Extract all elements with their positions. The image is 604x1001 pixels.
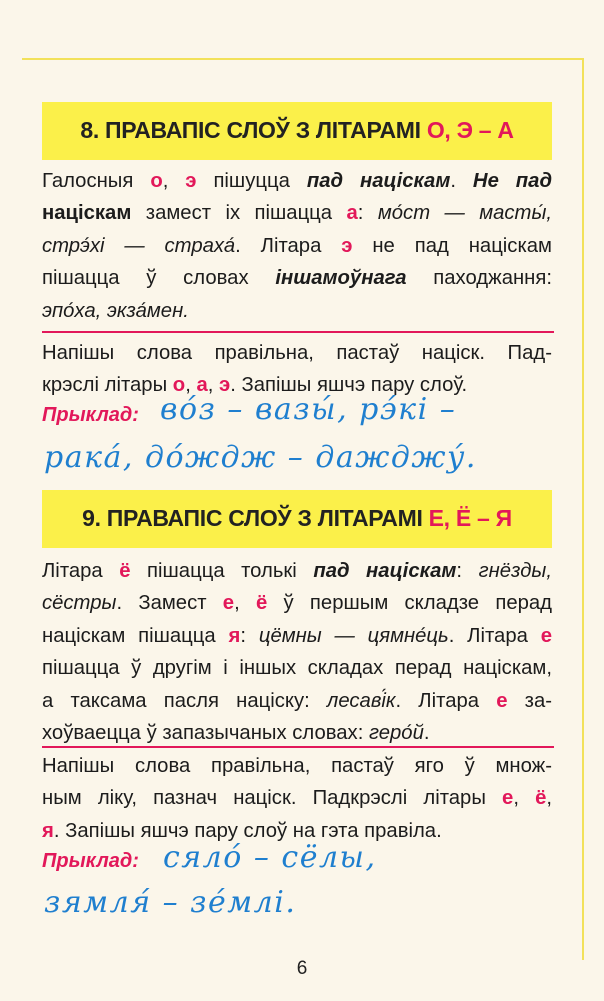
- section-9-example-label: Прыклад:: [42, 850, 139, 872]
- section-9-rule: [42, 555, 552, 749]
- text-line: [42, 685, 552, 717]
- text-run: стрэ́хі — страха́: [42, 234, 236, 257]
- text-run: о: [150, 170, 163, 192]
- text-run: ,: [546, 787, 552, 810]
- text-run: ,: [207, 374, 220, 397]
- text-run: э: [341, 234, 353, 257]
- text-run: гнёзды,: [478, 560, 552, 582]
- text-run: .: [450, 170, 473, 192]
- text-run: е: [502, 787, 514, 810]
- text-run: ў першым складзе перад: [267, 592, 552, 615]
- text-run: . Літара: [235, 234, 342, 257]
- text-run: ,: [162, 170, 186, 192]
- section-8-example-label: Прыклад:: [42, 404, 139, 426]
- text-run: мо́ст — масты́,: [377, 202, 553, 225]
- text-run: Не пад: [472, 170, 552, 192]
- text-run: пішацца ў другім і іншых складах перад націскам,: [42, 657, 552, 680]
- text-run: о: [172, 374, 186, 397]
- text-run: замест іх пішацца: [131, 202, 347, 225]
- text-run: а: [346, 202, 358, 225]
- text-line: [42, 782, 552, 814]
- text-run: паходжання:: [406, 267, 552, 290]
- text-line: [42, 717, 552, 749]
- text-run: націскам пішацца: [42, 624, 229, 647]
- section-8-rule: [42, 165, 552, 327]
- text-line: [42, 197, 552, 229]
- text-run: е: [540, 624, 553, 647]
- text-line: [42, 337, 552, 369]
- text-run: ным ліку, пазнач націск. Падкрэслі літары: [42, 787, 503, 810]
- text-run: эпо́ха, экза́мен.: [42, 299, 189, 322]
- section-9-example-line-2: зямля́ – зе́млі.: [44, 885, 297, 920]
- text-run: геро́й: [368, 721, 424, 744]
- text-run: пішацца толькі: [130, 560, 314, 582]
- text-run: націскам: [42, 202, 132, 225]
- section-8-title: 8. ПРАВАПІС СЛОЎ З ЛІТАРАМІ: [80, 117, 427, 143]
- text-run: . Літара: [448, 624, 541, 647]
- section-8-example-line-1: во́з – вазы́, рэ́кі –: [160, 392, 457, 427]
- text-run: пішуцца: [196, 170, 307, 192]
- text-run: ё: [535, 787, 547, 810]
- text-run: :: [357, 202, 378, 225]
- text-run: :: [456, 560, 479, 582]
- section-8-letters: О, Э – А: [426, 117, 514, 143]
- text-run: іншамоўнага: [275, 267, 407, 290]
- section-9-letters: Е, Ё – Я: [428, 505, 512, 531]
- text-line: [42, 652, 552, 684]
- text-run: э: [185, 170, 197, 192]
- text-run: пад націскам: [306, 170, 451, 192]
- text-run: ,: [185, 374, 197, 397]
- text-run: не пад націскам: [352, 234, 552, 257]
- text-run: лесаві́к: [326, 689, 396, 712]
- text-run: . Літара: [395, 689, 497, 712]
- text-run: е: [222, 592, 235, 615]
- text-run: э: [219, 374, 231, 397]
- text-run: . Замест: [116, 592, 223, 615]
- text-line: [42, 262, 552, 294]
- section-9-title: 9. ПРАВАПІС СЛОЎ З ЛІТАРАМІ: [82, 505, 429, 531]
- page-number: 6: [296, 958, 308, 979]
- text-run: Літара: [42, 560, 120, 582]
- text-run: я: [228, 624, 241, 647]
- text-run: .: [423, 721, 430, 744]
- text-line: [42, 295, 552, 327]
- text-run: ,: [513, 787, 536, 810]
- section-8-divider: [42, 331, 554, 333]
- section-9-example-line-1: сяло́ – сёлы,: [163, 840, 377, 875]
- text-run: Галосныя: [42, 170, 151, 192]
- text-run: . Запішы яшчэ пару слоў.: [230, 374, 468, 397]
- text-run: крэслі літары: [42, 374, 173, 397]
- text-line: [42, 587, 552, 619]
- section-9-header: [42, 490, 552, 548]
- text-run: Напішы слова правільна, пастаў націск. Пад-: [42, 342, 552, 364]
- section-9-task: [42, 750, 552, 847]
- section-8-example-line-2: рака́, до́ждж – дажджу́.: [44, 440, 477, 475]
- text-run: пад націскам: [313, 560, 457, 582]
- text-line: [42, 750, 552, 782]
- section-9-divider: [42, 746, 554, 748]
- text-run: ё: [255, 592, 268, 615]
- text-run: а таксама пасля націску:: [42, 689, 327, 712]
- text-line: [42, 555, 552, 587]
- section-8-header: [42, 102, 552, 160]
- text-run: ё: [119, 560, 131, 582]
- text-run: я: [42, 819, 54, 842]
- text-run: хоўваецца ў запазычаных словах:: [42, 721, 369, 744]
- text-run: за-: [507, 689, 553, 712]
- text-run: пішацца ў словах: [42, 267, 276, 290]
- text-run: сёстры: [42, 592, 117, 615]
- text-line: [42, 165, 552, 197]
- text-run: Напішы слова правільна, пастаў яго ў множ-: [42, 755, 552, 777]
- text-run: а: [196, 374, 208, 397]
- text-run: ,: [234, 592, 256, 615]
- text-line: [42, 620, 552, 652]
- text-run: е: [496, 689, 508, 712]
- text-line: [42, 230, 552, 262]
- text-run: цёмны — цямне́ць: [258, 624, 449, 647]
- text-run: :: [240, 624, 259, 647]
- text-run: . Запішы яшчэ пару слоў на гэта правіла.: [53, 819, 442, 842]
